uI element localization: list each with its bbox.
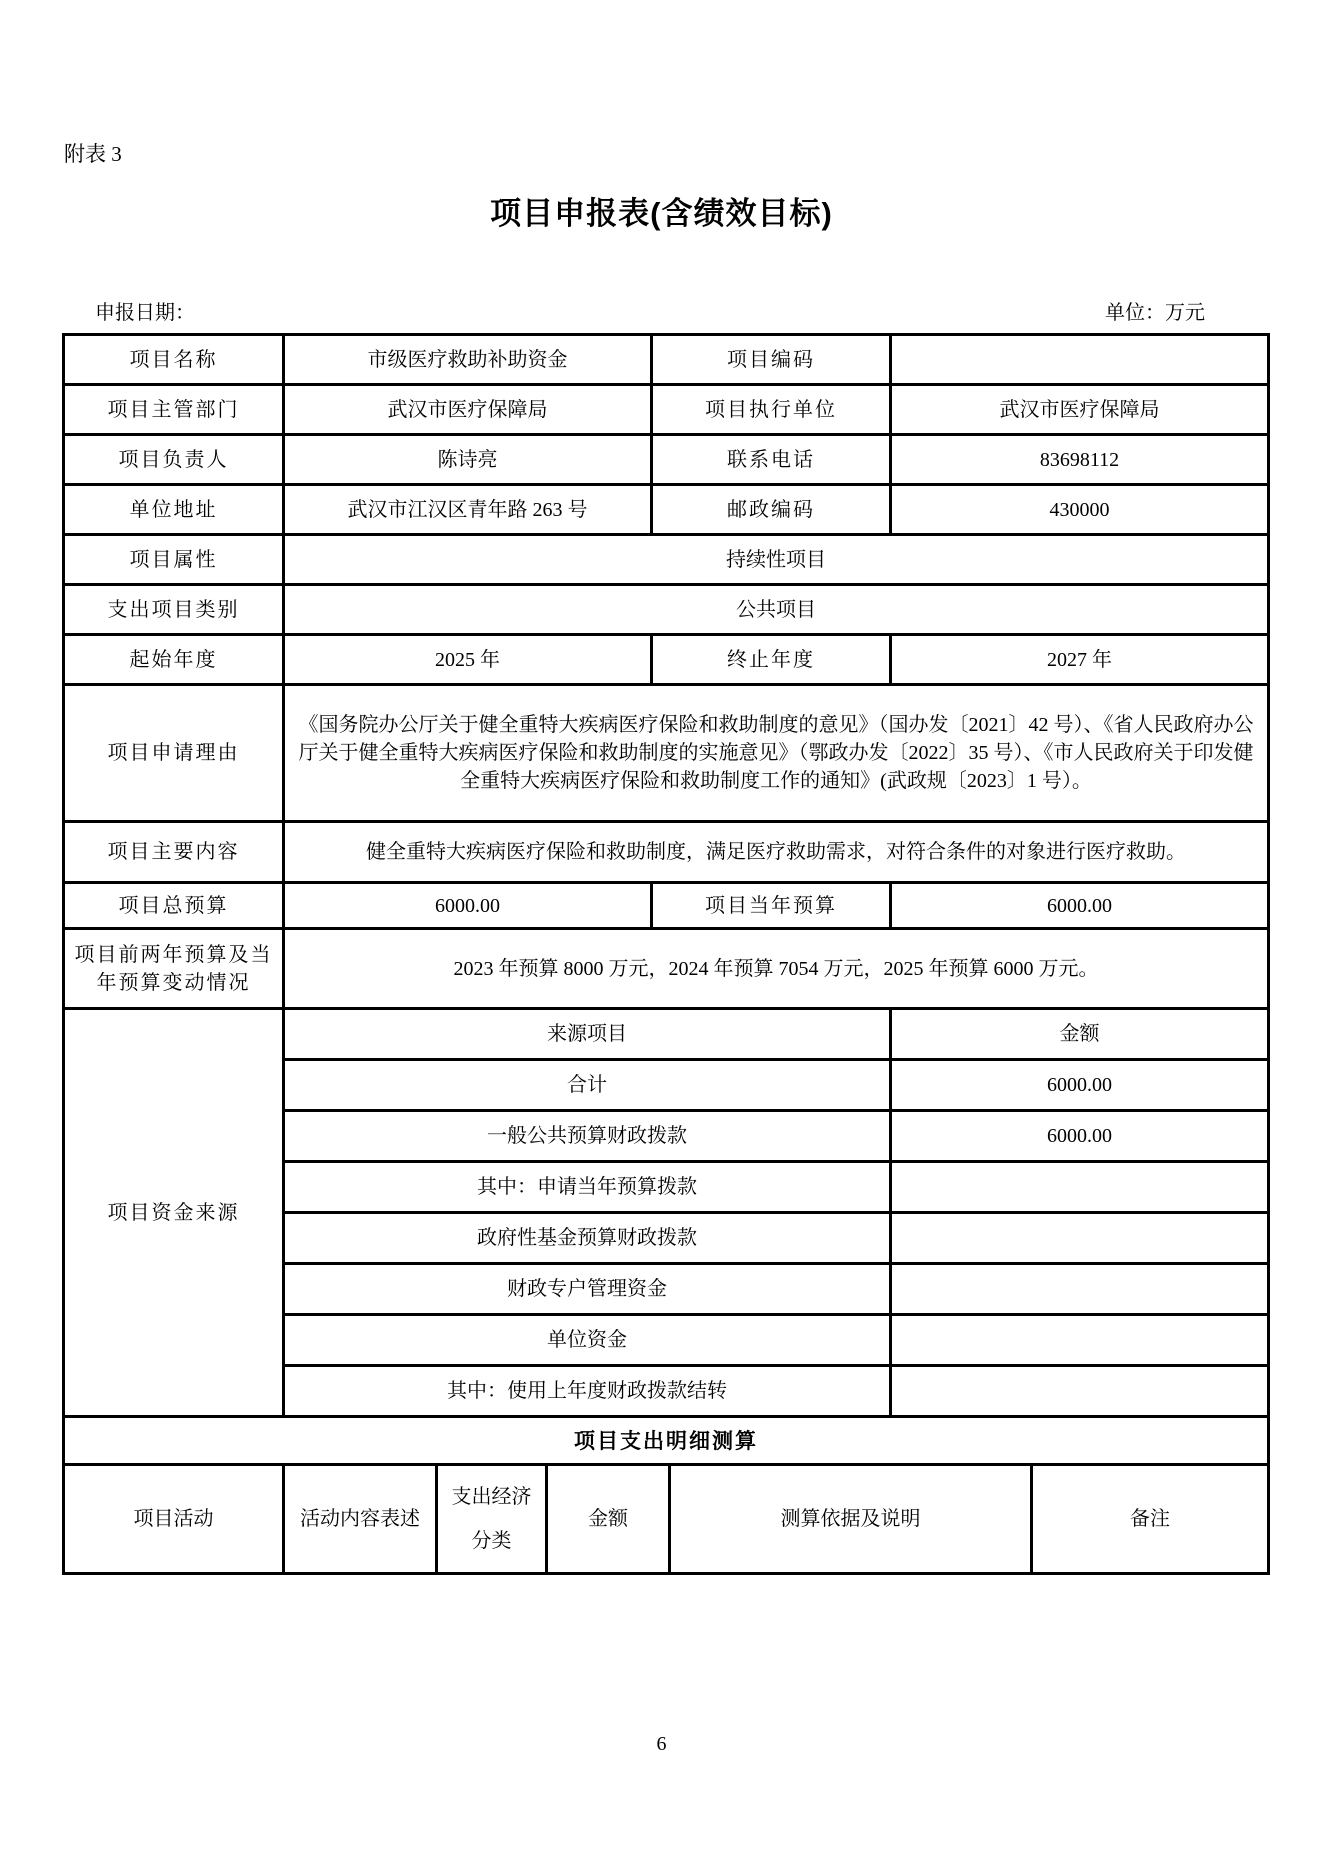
funding-row-source: 单位资金 xyxy=(284,1315,891,1366)
unit-address-label: 单位地址 xyxy=(64,485,284,535)
expenditure-category-label: 支出项目类别 xyxy=(64,585,284,635)
table-row xyxy=(64,535,1269,585)
table-row xyxy=(64,335,1269,385)
column-header-project-activity: 项目活动 xyxy=(64,1465,284,1574)
funding-row-source: 财政专户管理资金 xyxy=(284,1264,891,1315)
table-row xyxy=(64,1417,1269,1465)
unit-label: 单位：万元 xyxy=(1105,302,1205,324)
application-reason-label: 项目申请理由 xyxy=(64,685,284,822)
funding-row-source: 其中：申请当年预算拨款 xyxy=(284,1162,891,1213)
project-code-label: 项目编码 xyxy=(652,335,891,385)
postal-code-value: 430000 xyxy=(891,485,1269,535)
contact-phone-value: 83698112 xyxy=(891,435,1269,485)
funding-row-amount xyxy=(891,1315,1269,1366)
executing-unit-value: 武汉市医疗保障局 xyxy=(891,385,1269,435)
supervising-dept-value: 武汉市医疗保障局 xyxy=(284,385,652,435)
total-budget-value: 6000.00 xyxy=(284,883,652,929)
column-header-economic-classification: 支出经济分类 xyxy=(437,1465,547,1574)
contact-phone-label: 联系电话 xyxy=(652,435,891,485)
table-row xyxy=(64,485,1269,535)
project-name-value: 市级医疗救助补助资金 xyxy=(284,335,652,385)
main-content-label: 项目主要内容 xyxy=(64,822,284,883)
funding-row-amount xyxy=(891,1264,1269,1315)
total-budget-label: 项目总预算 xyxy=(64,883,284,929)
start-year-value: 2025 年 xyxy=(284,635,652,685)
end-year-label: 终止年度 xyxy=(652,635,891,685)
table-row xyxy=(64,435,1269,485)
funding-row-amount: 6000.00 xyxy=(891,1060,1269,1111)
funding-source-column-header: 来源项目 xyxy=(284,1009,891,1060)
end-year-value: 2027 年 xyxy=(891,635,1269,685)
column-header-activity-description: 活动内容表述 xyxy=(284,1465,437,1574)
funding-row-source: 一般公共预算财政拨款 xyxy=(284,1111,891,1162)
application-date-label: 申报日期： xyxy=(95,302,195,324)
expenditure-detail-title: 项目支出明细测算 xyxy=(64,1417,1269,1465)
budget-history-value: 2023 年预算 8000 万元，2024 年预算 7054 万元，2025 年预算 6000 万元。 xyxy=(284,929,1269,1009)
unit-address-value: 武汉市江汉区青年路 263 号 xyxy=(284,485,652,535)
start-year-label: 起始年度 xyxy=(64,635,284,685)
project-name-label: 项目名称 xyxy=(64,335,284,385)
main-content-value: 健全重特大疾病医疗保险和救助制度，满足医疗救助需求，对符合条件的对象进行医疗救助。 xyxy=(284,822,1269,883)
table-row xyxy=(64,929,1269,1009)
table-row xyxy=(64,385,1269,435)
page-number: 6 xyxy=(656,1733,667,1755)
table-row xyxy=(64,1465,1269,1574)
funding-row-amount: 6000.00 xyxy=(891,1111,1269,1162)
funding-row-source: 政府性基金预算财政拨款 xyxy=(284,1213,891,1264)
table-row xyxy=(64,635,1269,685)
current-year-budget-label: 项目当年预算 xyxy=(652,883,891,929)
table-row xyxy=(64,883,1269,929)
funding-source-label: 项目资金来源 xyxy=(64,1009,284,1417)
table-row xyxy=(64,585,1269,635)
attachment-label: 附表 3 xyxy=(64,142,122,166)
project-code-value xyxy=(891,335,1269,385)
budget-history-label: 项目前两年预算及当年预算变动情况 xyxy=(64,929,284,1009)
column-header-amount: 金额 xyxy=(547,1465,670,1574)
funding-amount-column-header: 金额 xyxy=(891,1009,1269,1060)
project-leader-label: 项目负责人 xyxy=(64,435,284,485)
funding-row-source: 合计 xyxy=(284,1060,891,1111)
table-row xyxy=(64,1009,1269,1060)
table-row xyxy=(64,685,1269,822)
table-row xyxy=(64,822,1269,883)
page-title: 项目申报表(含绩效目标) xyxy=(490,196,833,231)
column-header-remarks: 备注 xyxy=(1032,1465,1269,1574)
funding-row-amount xyxy=(891,1213,1269,1264)
funding-row-amount xyxy=(891,1162,1269,1213)
funding-row-amount xyxy=(891,1366,1269,1417)
postal-code-label: 邮政编码 xyxy=(652,485,891,535)
project-leader-value: 陈诗亮 xyxy=(284,435,652,485)
application-reason-value: 《国务院办公厅关于健全重特大疾病医疗保险和救助制度的意见》（国办发〔2021〕42 号）、《省人民政府办公厅关于健全重特大疾病医疗保险和救助制度的实施意见》（鄂政办发〔2022〕35 号）、《市人民政府关于印发健全重特大疾病医疗保险和救助制度工作的通知》(武政规〔2023〕1 号）。 xyxy=(284,685,1269,822)
date-unit-line xyxy=(95,296,1205,325)
expenditure-category-value: 公共项目 xyxy=(284,585,1269,635)
funding-row-source: 其中：使用上年度财政拨款结转 xyxy=(284,1366,891,1417)
executing-unit-label: 项目执行单位 xyxy=(652,385,891,435)
supervising-dept-label: 项目主管部门 xyxy=(64,385,284,435)
project-attribute-value: 持续性项目 xyxy=(284,535,1269,585)
column-header-calculation-basis: 测算依据及说明 xyxy=(670,1465,1032,1574)
project-application-table xyxy=(62,333,1270,1575)
current-year-budget-value: 6000.00 xyxy=(891,883,1269,929)
project-attribute-label: 项目属性 xyxy=(64,535,284,585)
